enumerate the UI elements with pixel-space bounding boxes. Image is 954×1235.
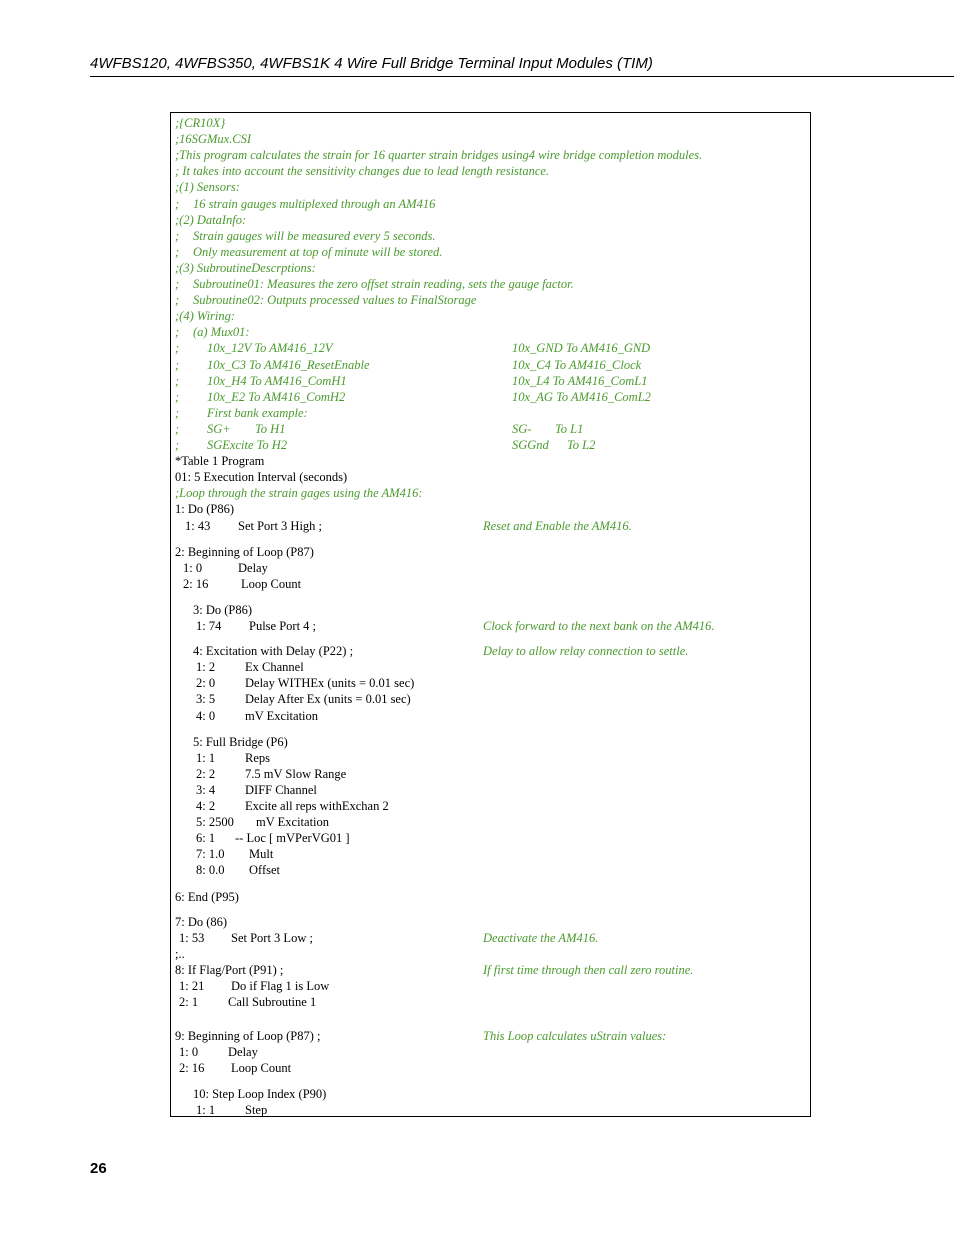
running-header: 4WFBS120, 4WFBS350, 4WFBS1K 4 Wire Full Bridge Terminal Input Modules (TIM) [90,55,653,72]
program-text: 3: Do (P86) [193,602,253,617]
program-comment: 10x_GND To AM416_GND [512,341,651,356]
program-comment: 10x_L4 To AM416_ComL1 [512,373,648,388]
program-comment: 10x_C3 To AM416_ResetEnable [207,357,370,372]
program-text: 4: 0 [196,708,216,723]
program-comment: Subroutine01: Measures the zero offset strain reading, sets the gauge factor. [193,277,574,291]
program-text: 6: End (P95) [175,889,239,904]
program-comment: This Loop calculates uStrain values: [483,1029,667,1044]
program-text: DIFF Channel [245,782,317,797]
program-listing [175,116,807,1116]
program-comment: ; [175,421,180,436]
program-text: 5: Full Bridge (P6) [193,734,288,749]
program-comment: SG+ [207,421,231,436]
program-comment: 10x_C4 To AM416_Clock [512,357,642,372]
program-comment: Clock forward to the next bank on the AM416. [483,619,715,633]
program-text: Set Port 3 High ; [238,518,323,533]
program-text: 1: 2 [196,660,216,675]
program-text: Pulse Port 4 ; [249,619,317,633]
program-text: *Table 1 Program [175,454,265,469]
program-comment: ; [175,389,180,404]
program-text: Delay WITHEx (units = 0.01 sec) [245,676,415,691]
program-text: Loop Count [241,576,302,591]
program-comment: ; [175,325,180,340]
program-comment: ;Loop through the strain gages using the AM416: [175,486,423,501]
program-comment: ; [175,228,180,243]
program-text: Set Port 3 Low ; [231,930,313,945]
program-text: Do if Flag 1 is Low [231,979,330,993]
program-text: 9: Beginning of Loop (P87) ; [175,1029,321,1044]
program-text: 01: 5 Execution Interval (seconds) [175,470,348,485]
program-text: Mult [249,847,274,862]
program-comment: ; [175,196,180,211]
program-comment: 10x_H4 To AM416_ComH1 [207,373,347,388]
program-comment: ;This program calculates the strain for 16 quarter strain bridges using4 wire bridge completion modules. [175,148,703,163]
program-comment: (a) Mux01: [193,325,250,340]
program-text: mV Excitation [256,815,330,830]
program-text: 7: Do (86) [175,914,228,929]
program-text: 1: Do (P86) [175,502,235,517]
program-text: Reps [245,750,270,765]
program-text: 1: 74 [196,619,222,633]
program-text: 3: 5 [196,692,216,707]
program-text: 1: 21 [179,979,205,993]
program-text: 2: Beginning of Loop (P87) [175,544,314,559]
program-text: 7: 1.0 [196,847,225,862]
program-comment: 10x_E2 To AM416_ComH2 [207,389,346,404]
program-comment: ;(4) Wiring: [175,309,236,324]
program-comment: ; [175,277,180,291]
program-comment: 10x_AG To AM416_ComL2 [512,389,651,404]
program-comment: If first time through then call zero routine. [483,962,694,977]
program-comment: ;{CR10X} [175,116,226,130]
program-text: 1: 43 [185,518,211,533]
program-text: 4: Excitation with Delay (P22) ; [193,644,354,659]
program-text: Loop Count [231,1061,292,1076]
program-comment: To L2 [567,438,596,452]
program-comment: ; It takes into account the sensitivity changes due to lead length resistance. [175,164,550,179]
program-comment: To H1 [255,421,286,436]
program-text: 5: 2500 [196,815,234,830]
program-text: 2: 16 [179,1061,205,1076]
program-text: 2: 0 [196,676,216,691]
program-comment: ;(2) DataInfo: [175,212,247,227]
program-text: Delay After Ex (units = 0.01 sec) [245,692,411,707]
program-text: 1: 0 [179,1045,199,1060]
program-comment: ; [175,244,180,259]
program-comment: Strain gauges will be measured every 5 seconds. [193,228,436,243]
program-text: Step [245,1102,268,1117]
program-text: Delay [238,560,268,575]
program-comment: First bank example: [207,405,308,420]
program-text: 8: 0.0 [196,863,225,878]
program-comment: ; [175,405,180,420]
program-text: 10: Step Loop Index (P90) [193,1086,327,1101]
program-text: 6: 1 [196,831,216,846]
program-text: Excite all reps withExchan 2 [245,799,389,813]
program-comment: ;(1) Sensors: [175,180,240,195]
program-text: 4: 2 [196,799,216,813]
program-text: 2: 16 [183,576,209,591]
program-comment: Reset and Enable the AM416. [483,518,632,533]
program-text: 1: 53 [179,930,205,945]
program-text: mV Excitation [245,708,319,723]
program-comment: 10x_12V To AM416_12V [207,341,333,356]
program-comment: ; [175,293,180,308]
program-comment: ; [175,357,180,372]
program-comment: Deactivate the AM416. [483,930,599,945]
program-text: 1: 1 [196,1102,216,1117]
program-comment: Subroutine02: Outputs processed values to FinalStorage [193,293,477,308]
program-comment: ;(3) SubroutineDescrptions: [175,260,316,275]
program-text: 7.5 mV Slow Range [245,766,347,781]
program-comment: ; [175,438,180,452]
program-text: ;.. [175,946,185,961]
program-text: -- Loc [ mVPerVG01 ] [235,831,350,846]
header-rule [90,76,954,77]
program-comment: Delay to allow relay connection to settle. [483,644,689,659]
program-text: Delay [228,1045,258,1060]
program-comment: ; [175,341,180,356]
program-text: Offset [249,863,281,878]
program-comment: ; [175,373,180,388]
program-comment: SG- [512,421,532,436]
program-text: Ex Channel [245,660,304,675]
program-text: 8: If Flag/Port (P91) ; [175,962,284,977]
page-number: 26 [90,1160,107,1177]
program-text: 3: 4 [196,782,216,797]
program-text: 1: 0 [183,560,203,575]
program-comment: 16 strain gauges multiplexed through an AM416 [193,196,436,211]
program-comment: SGGnd [512,438,549,452]
program-comment: SGExcite To H2 [207,438,288,452]
program-comment: Only measurement at top of minute will be stored. [193,244,443,259]
program-comment: ;16SGMux.CSI [175,132,252,147]
program-text: 2: 2 [196,766,216,781]
program-comment: To L1 [555,421,584,436]
program-text: 1: 1 [196,750,216,765]
program-text: Call Subroutine 1 [228,995,317,1010]
program-text: 2: 1 [179,995,199,1010]
